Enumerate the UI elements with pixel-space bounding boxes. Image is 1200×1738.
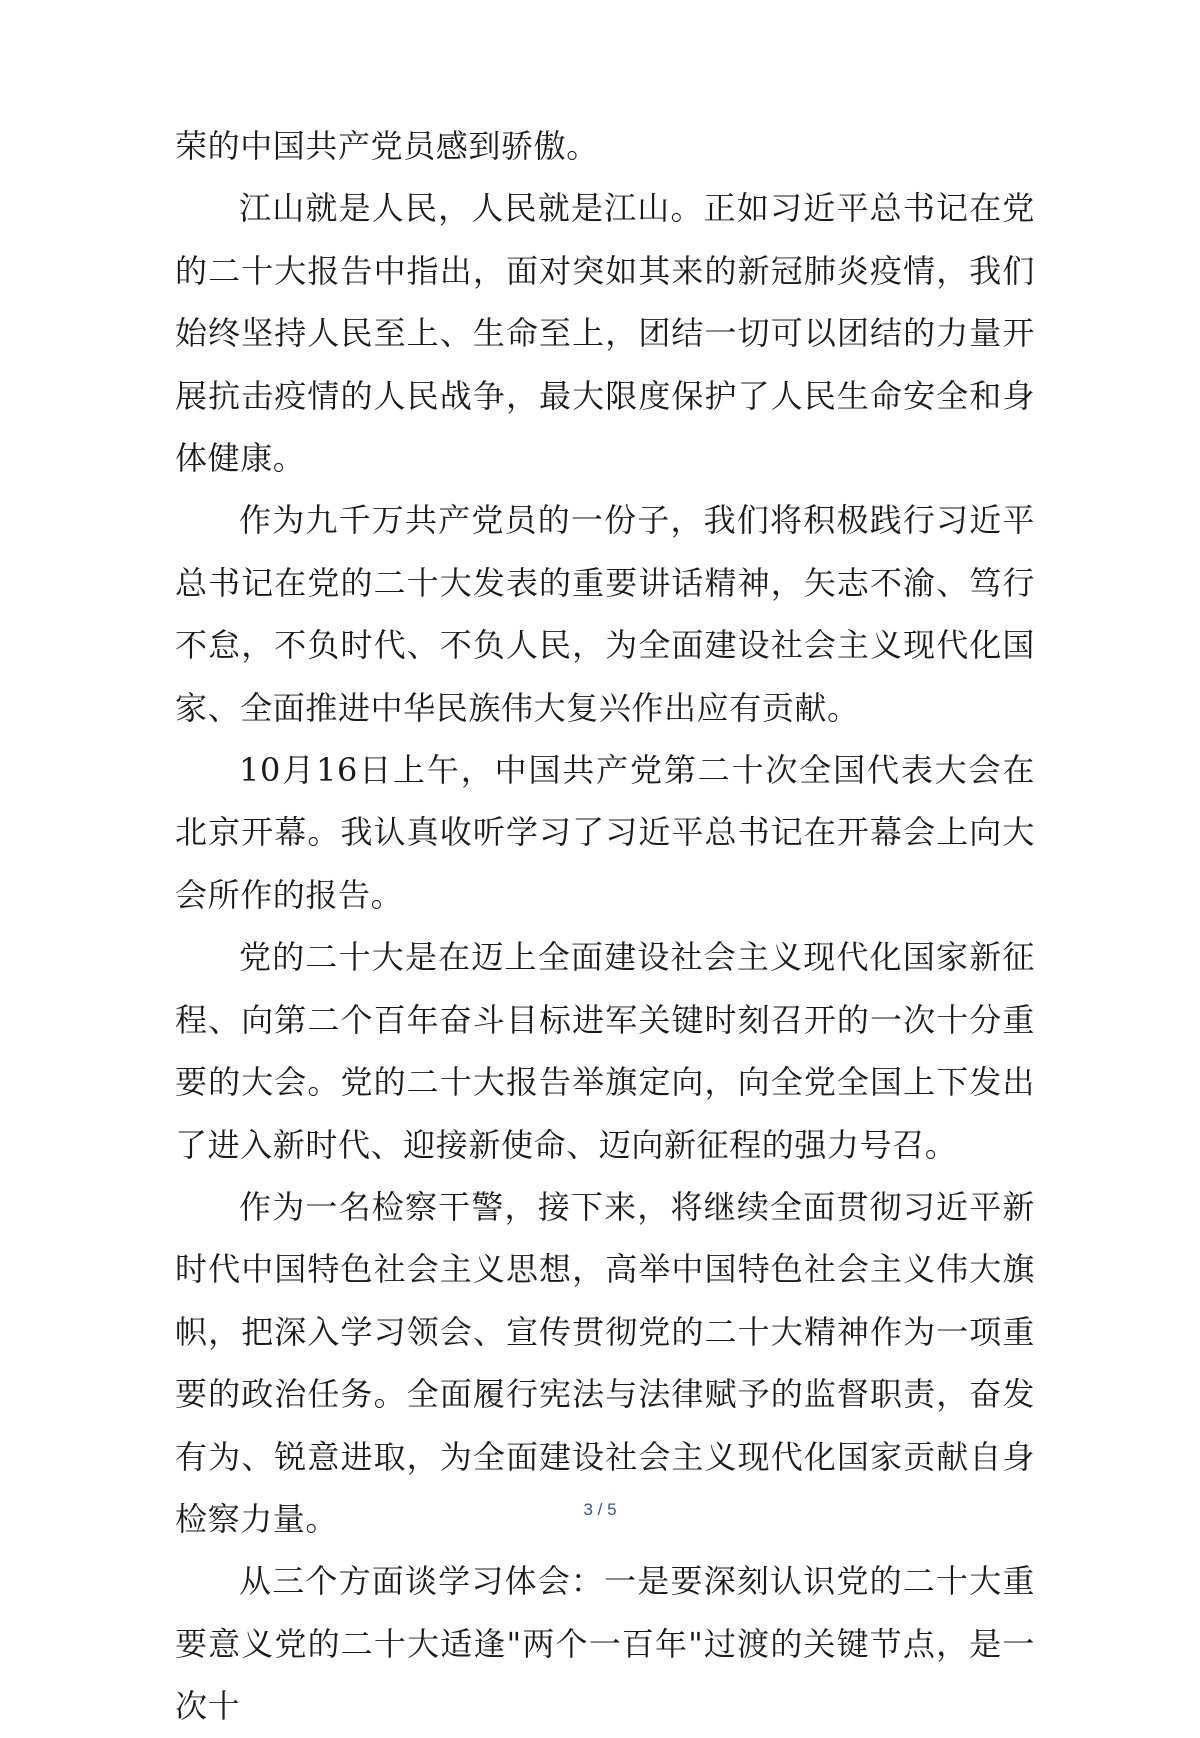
paragraph-4: 10月16日上午，中国共产党第二十次全国代表大会在北京开幕。我认真收听学习了习近平总书记在开幕会上向大会所作的报告。: [175, 751, 1035, 914]
paragraph-3: 作为九千万共产党员的一份子，我们将积极践行习近平总书记在党的二十大发表的重要讲话精神，矢志不渝、笃行不怠，不负时代、不负人民，为全面建设社会主义现代化国家、全面推进中华民族伟大复兴作出应有贡献。: [175, 501, 1035, 727]
paragraph-6: 作为一名检察干警，接下来，将继续全面贯彻习近平新时代中国特色社会主义思想，高举中国特色社会主义伟大旗帜，把深入学习领会、宣传贯彻党的二十大精神作为一项重要的政治任务。全面履行宪法与法律赋予的监督职责，奋发有为、锐意进取，为全面建设社会主义现代化国家贡献自身检察力量。: [175, 1187, 1035, 1538]
document-page: [175, 115, 1035, 1738]
paragraph-5: 党的二十大是在迈上全面建设社会主义现代化国家新征程、向第二个百年奋斗目标进军关键时刻召开的一次十分重要的大会。党的二十大报告举旗定向，向全党全国上下发出了进入新时代、迎接新使命、迈向新征程的强力号召。: [175, 938, 1035, 1164]
paragraph-7: 从三个方面谈学习体会：一是要深刻认识党的二十大重要意义党的二十大适逢"两个一百年"过渡的关键节点，是一次十: [175, 1562, 1035, 1726]
paragraph-2: 江山就是人民，人民就是江山。正如习近平总书记在党的二十大报告中指出，面对突如其来的新冠肺炎疫情，我们始终坚持人民至上、生命至上，团结一切可以团结的力量开展抗击疫情的人民战争，最大限度保护了人民生命安全和身体健康。: [175, 189, 1035, 478]
page-number: 3 / 5: [583, 1500, 617, 1519]
paragraph-1: 荣的中国共产党员感到骄傲。: [175, 127, 599, 165]
